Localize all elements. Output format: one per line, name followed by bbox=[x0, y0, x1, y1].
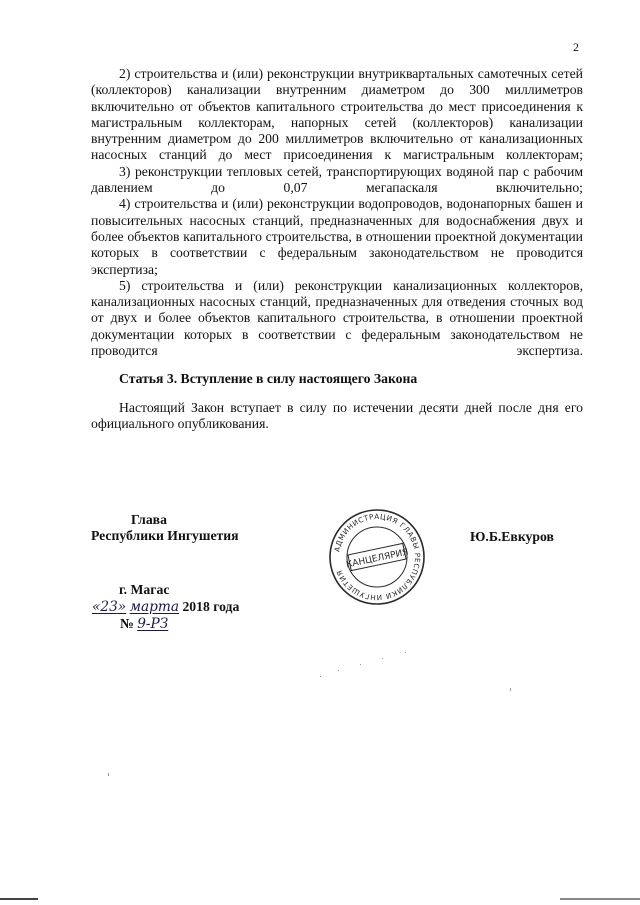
scan-edge-mark bbox=[0, 898, 38, 900]
signatory-name: Ю.Б.Евкуров bbox=[470, 529, 554, 544]
place-of-signing: г. Магас bbox=[119, 582, 170, 597]
closing-paragraph: Настоящий Закон вступает в силу по истечении десяти дней после дня его официального опубликования. bbox=[91, 399, 583, 431]
scan-speck bbox=[338, 670, 339, 671]
scan-speck bbox=[510, 688, 511, 691]
official-seal bbox=[327, 507, 427, 607]
paragraph-item-2: 2) строительства и (или) реконструкции внутриквартальных самотечных сетей (коллекторов) канализации внутренним диаметром до 300 миллиметров включительно от объектов капитального строительства до мест присоединения к магистральным коллекторам, напорных сетей (коллекторов) канализации внутренним диаметром до 200 миллиметров включительно от канализационных насосных станций до мест присоединения к магистральным коллекторам; bbox=[91, 66, 583, 163]
paragraph-item-3: 3) реконструкции тепловых сетей, транспортирующих водяной пар с рабочим давлением до 0,07 мегапаскаля включительно; bbox=[91, 163, 583, 196]
document-body bbox=[91, 66, 583, 432]
date-month: марта bbox=[129, 599, 180, 615]
date-year: 2018 года bbox=[182, 599, 240, 614]
signing-date bbox=[92, 599, 239, 615]
signatory-title-line1: Глава bbox=[131, 512, 167, 527]
law-number-prefix: № bbox=[120, 616, 134, 631]
scan-edge-mark bbox=[560, 898, 640, 900]
scan-speck bbox=[108, 773, 109, 776]
scan-speck bbox=[320, 676, 321, 677]
page-number: 2 bbox=[573, 40, 579, 54]
scan-speck bbox=[405, 652, 406, 653]
signatory-title bbox=[91, 512, 239, 544]
scan-speck bbox=[382, 658, 383, 659]
scan-speck bbox=[360, 664, 361, 665]
seal-ring-text: АДМИНИСТРАЦИЯ ГЛАВЫ РЕСПУБЛИКИ ИНГУШЕТИЯ bbox=[332, 511, 423, 603]
article-heading: Статья 3. Вступление в силу настоящего Закона bbox=[119, 371, 418, 387]
paragraph-item-4: 4) строительства и (или) реконструкции водопроводов, водонапорных башен и повысительных насосных станций, предназначенных для водоснабжения двух и более объектов капитального строительства, в отношении проектной документации которых в соответствии с федеральным законодательством не проводится экспертиза; bbox=[91, 196, 583, 277]
paragraph-item-5: 5) строительства и (или) реконструкции канализационных коллекторов, канализационных насосных станций, предназначенных для отведения сточных вод от двух и более объектов капитального строительства, в отношении проектной документации которых в соответствии с федеральным законодательством не проводится экспертиза. bbox=[91, 277, 583, 359]
date-day: 23 bbox=[100, 599, 118, 615]
law-number bbox=[120, 616, 168, 632]
seal-center-text: КАНЦЕЛЯРИЯ bbox=[345, 547, 410, 571]
date-close-quote: » bbox=[117, 599, 127, 615]
law-number-value: 9-РЗ bbox=[137, 616, 169, 632]
signatory-title-line2: Республики Ингушетия bbox=[91, 528, 239, 543]
date-open-quote: « bbox=[92, 599, 101, 615]
